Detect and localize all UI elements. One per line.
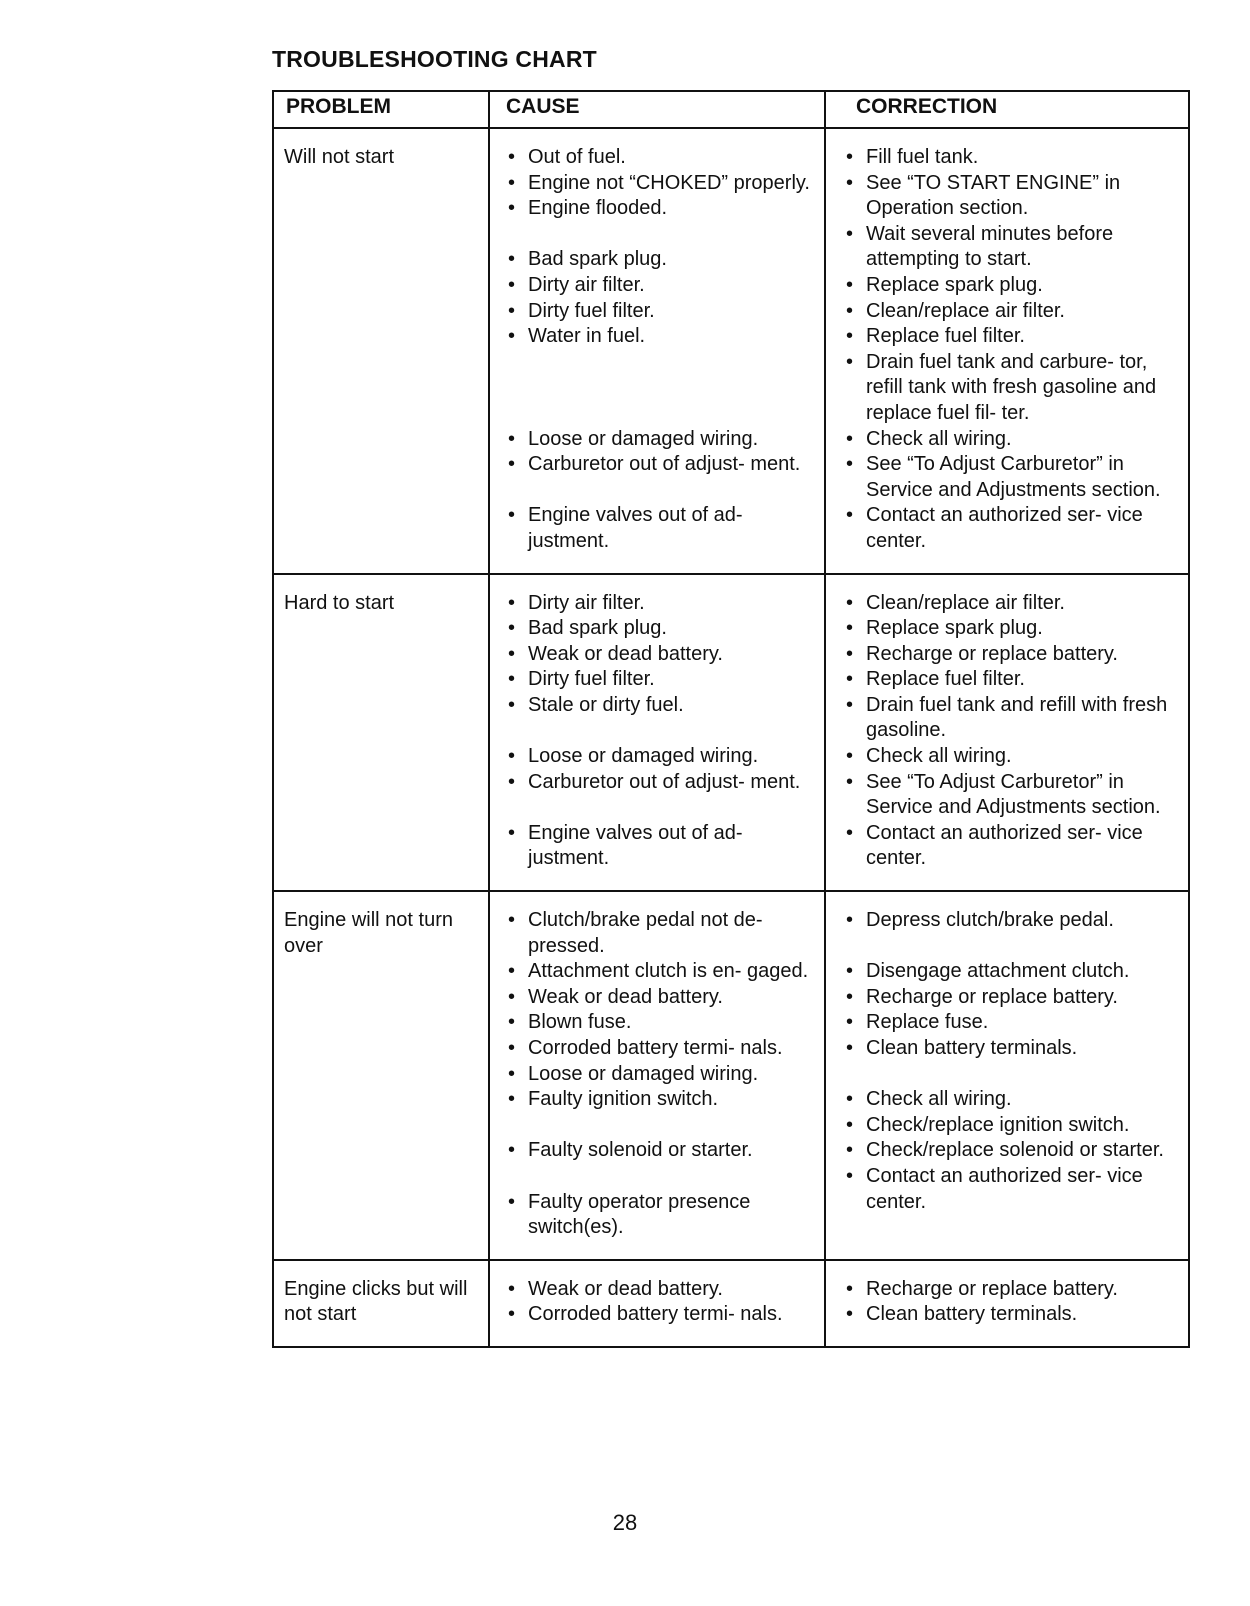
correction-item: • Replace fuse. xyxy=(836,1010,1178,1036)
correction-item: • Replace fuel filter. xyxy=(836,324,1178,350)
cause-cell xyxy=(489,891,825,1260)
correction-item: • See “TO START ENGINE” in Operation section. xyxy=(836,171,1178,222)
correction-item: • Contact an authorized ser- vice center. xyxy=(836,1164,1178,1215)
problem-cell: Engine will not turn over xyxy=(273,891,489,1260)
problem-cell: Will not start xyxy=(273,128,489,574)
cause-item: • Blown fuse. xyxy=(500,1010,814,1036)
cause-cell xyxy=(489,128,825,574)
cause-item: • Carburetor out of adjust- ment. xyxy=(500,770,814,796)
correction-column-header: CORRECTION xyxy=(825,91,1189,128)
cause-cell xyxy=(489,1260,825,1347)
cause-item: • Dirty air filter. xyxy=(500,591,814,617)
table-row xyxy=(273,128,1189,574)
page-number: 28 xyxy=(612,1510,638,1535)
correction-item: • See “To Adjust Carburetor” in Service and Adjustments section. xyxy=(836,452,1178,503)
cause-item: • Clutch/brake pedal not de- pressed. xyxy=(500,908,814,959)
cause-item: • Weak or dead battery. xyxy=(500,642,814,668)
cause-item: • Water in fuel. xyxy=(500,324,814,350)
correction-item: • Clean/replace air filter. xyxy=(836,299,1178,325)
correction-cell xyxy=(825,574,1189,892)
correction-item: • Check all wiring. xyxy=(836,427,1178,453)
cause-item: • Carburetor out of adjust- ment. xyxy=(500,452,814,478)
problem-column-header: PROBLEM xyxy=(273,91,489,128)
cause-item: • Engine valves out of ad- justment. xyxy=(500,503,814,554)
cause-item: • Attachment clutch is en- gaged. xyxy=(500,959,814,985)
problem-cell: Engine clicks but will not start xyxy=(273,1260,489,1347)
troubleshooting-table xyxy=(272,90,1190,1348)
cause-item: • Out of fuel. xyxy=(500,145,814,171)
correction-item: • Drain fuel tank and carbure- tor, refill tank with fresh gasoline and replace fuel fil- ter. xyxy=(836,350,1178,427)
cause-cell xyxy=(489,574,825,892)
cause-item: • Corroded battery termi- nals. xyxy=(500,1036,814,1062)
correction-item: • Clean battery terminals. xyxy=(836,1036,1178,1062)
cause-item: • Bad spark plug. xyxy=(500,616,814,642)
correction-item: • Replace fuel filter. xyxy=(836,667,1178,693)
cause-item: • Stale or dirty fuel. xyxy=(500,693,814,719)
cause-item: • Bad spark plug. xyxy=(500,247,814,273)
cause-item: • Loose or damaged wiring. xyxy=(500,1062,814,1088)
cause-item: • Engine not “CHOKED” properly. xyxy=(500,171,814,197)
cause-item: • Loose or damaged wiring. xyxy=(500,427,814,453)
correction-item: • Recharge or replace battery. xyxy=(836,1277,1178,1303)
correction-item: • Replace spark plug. xyxy=(836,616,1178,642)
correction-item: • Wait several minutes before attempting to start. xyxy=(836,222,1178,273)
cause-item: • Faulty solenoid or starter. xyxy=(500,1138,814,1164)
table-row xyxy=(273,574,1189,892)
cause-item: • Dirty fuel filter. xyxy=(500,667,814,693)
cause-item: • Dirty fuel filter. xyxy=(500,299,814,325)
correction-item: • Clean/replace air filter. xyxy=(836,591,1178,617)
cause-item: • Weak or dead battery. xyxy=(500,985,814,1011)
correction-item: • Drain fuel tank and refill with fresh gasoline. xyxy=(836,693,1178,744)
correction-cell xyxy=(825,891,1189,1260)
correction-item: • Replace spark plug. xyxy=(836,273,1178,299)
correction-item: • Depress clutch/brake pedal. xyxy=(836,908,1178,934)
cause-item: • Faulty operator presence switch(es). xyxy=(500,1190,814,1241)
correction-item: • Check/replace solenoid or starter. xyxy=(836,1138,1178,1164)
correction-cell xyxy=(825,1260,1189,1347)
table-header-row xyxy=(273,91,1189,128)
table-row xyxy=(273,891,1189,1260)
table-row xyxy=(273,1260,1189,1347)
page-title: TROUBLESHOOTING CHART xyxy=(272,46,597,72)
correction-item: • Disengage attachment clutch. xyxy=(836,959,1178,985)
correction-item: • Check/replace ignition switch. xyxy=(836,1113,1178,1139)
correction-item: • Check all wiring. xyxy=(836,744,1178,770)
correction-item: • See “To Adjust Carburetor” in Service and Adjustments section. xyxy=(836,770,1178,821)
correction-item: • Check all wiring. xyxy=(836,1087,1178,1113)
problem-cell: Hard to start xyxy=(273,574,489,892)
correction-item: • Recharge or replace battery. xyxy=(836,985,1178,1011)
cause-column-header: CAUSE xyxy=(489,91,825,128)
cause-item: • Engine flooded. xyxy=(500,196,814,222)
cause-item: • Corroded battery termi- nals. xyxy=(500,1302,814,1328)
correction-item: • Recharge or replace battery. xyxy=(836,642,1178,668)
correction-item: • Contact an authorized ser- vice center. xyxy=(836,503,1178,554)
cause-item: • Engine valves out of ad- justment. xyxy=(500,821,814,872)
cause-item: • Weak or dead battery. xyxy=(500,1277,814,1303)
cause-item: • Dirty air filter. xyxy=(500,273,814,299)
cause-item: • Loose or damaged wiring. xyxy=(500,744,814,770)
correction-item: • Contact an authorized ser- vice center. xyxy=(836,821,1178,872)
correction-item: • Clean battery terminals. xyxy=(836,1302,1178,1328)
correction-item: • Fill fuel tank. xyxy=(836,145,1178,171)
cause-item: • Faulty ignition switch. xyxy=(500,1087,814,1113)
correction-cell xyxy=(825,128,1189,574)
